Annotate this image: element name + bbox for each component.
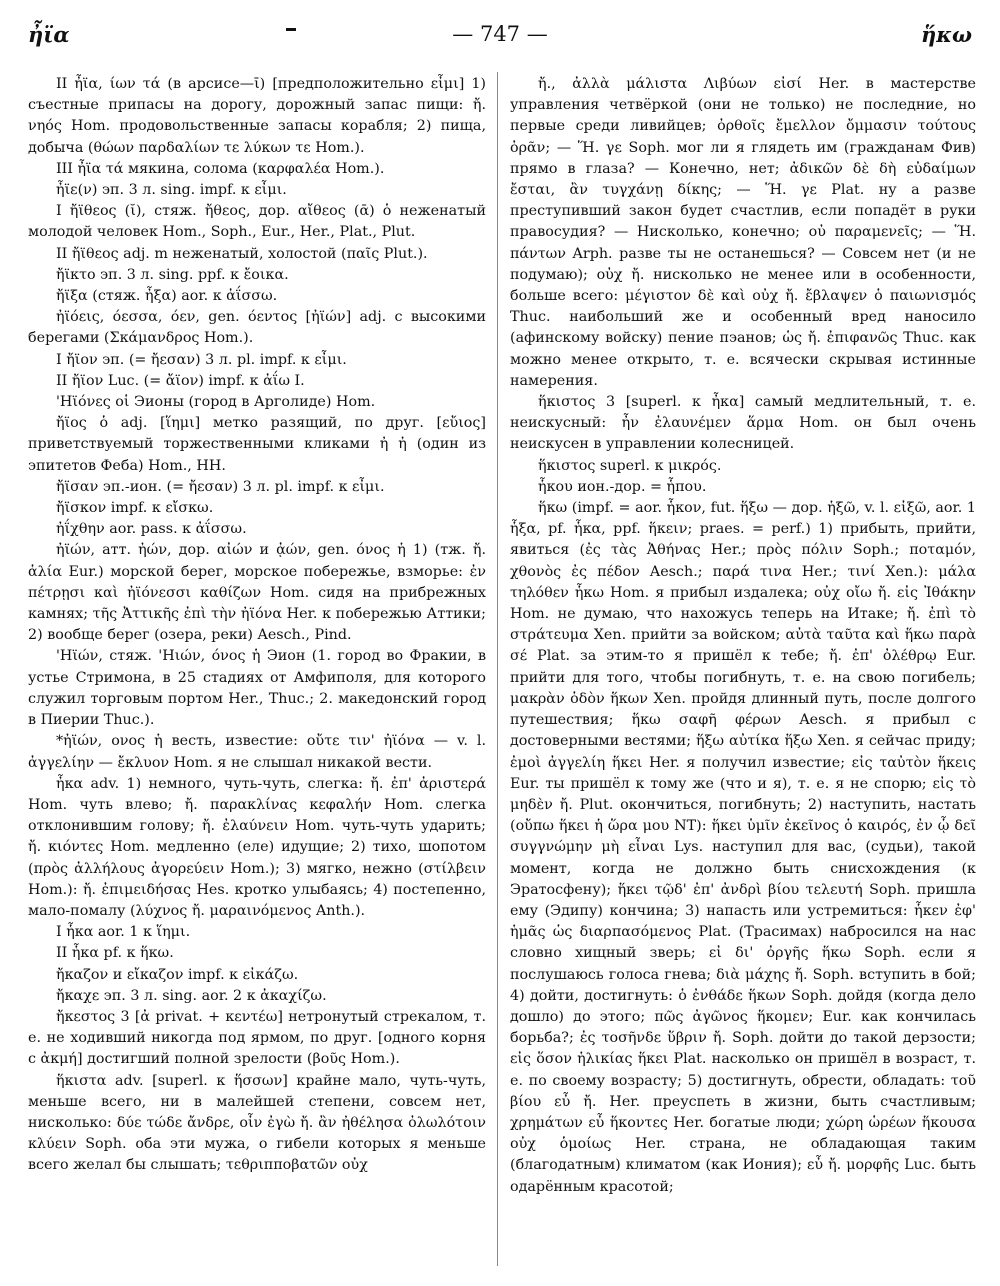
dictionary-entry: ἤϊξα (стяж. ἦξα) aor. к ἀΐσσω. xyxy=(56,288,278,305)
dictionary-entry: ἤϊος ὁ adj. [ἵημι] метко разящий, по друг. [εὔιος] приветствуемый торжественными кликами ἠ ἠ (один из эпитетов Феба) Hom., HH. xyxy=(28,415,486,474)
dictionary-entry: ἤκεστος 3 [ἀ privat. + κεντέω] нетронутый стрекалом, т. е. не ходивший никогда под ярмом, по друг. [одного корня с ἀκμή] достигший полной зрелости (βοῦς Hom.). xyxy=(28,1008,486,1068)
dictionary-entry: ἠϊόεις, όεσσα, όεν, gen. όεντος [ἠϊών] adj. с высокими берегами (Σκάμανδρος Hom.). xyxy=(28,309,486,347)
dictionary-entry: II ἤϊον Luc. (= ἄϊον) impf. к ἀΐω I. xyxy=(56,372,305,389)
dictionary-entry: ἤϊσκον impf. к εἴσκω. xyxy=(56,500,214,517)
dictionary-entry: ἤκαζον и εἴκαζον impf. к εἰκάζω. xyxy=(56,966,299,983)
dictionary-entry: I ἤϊθεος (ῐ), стяж. ἤθεος, дор. αἴθεος (ᾱ) ὁ неженатый молодой человек Hom., Soph., Eur., Her., Plat., Plut. xyxy=(28,203,486,241)
page-header xyxy=(28,22,972,52)
dictionary-entry: 'Ηϊόνες οἱ Эионы (город в Арголиде) Hom. xyxy=(56,394,376,411)
page-number: — 747 — xyxy=(452,22,548,46)
dictionary-entry: ἥκιστα adv. [superl. к ἥσσων] крайне мало, чуть-чуть, меньше всего, ни в малейшей степени, совсем нет, нисколько: δύε τώδε ἄνδρε, οἷν ἐγὼ ἤ. ἂν ἠθέλησα ὀλωλότοιν κλύειν Soph. оба эти мужа, о гибели которых я меньше всего желал бы слышать; τεθριπποβατῶν οὐχ xyxy=(28,1072,486,1174)
dictionary-entry: ἥκιστος superl. к μικρός. xyxy=(538,457,722,474)
dictionary-entry: II ἦϊα, ίων τά (в арсисе—ῑ) [предположительно εἶμι] 1) съестные припасы на дорогу, дорожный запас пищи: ἤ. νηός Hom. продовольственные запасы корабля; 2) пища, добыча (θώων παρδαλίων τε λύκων τε Hom.). xyxy=(28,76,486,156)
dictionary-entry: ἠΐχθην aor. pass. к ἀΐσσω. xyxy=(56,521,247,538)
dictionary-entry: ἦϊε(ν) эп. 3 л. sing. impf. к εἶμι. xyxy=(56,182,287,199)
dictionary-entry: III ἦϊα τά мякина, солома (καρφαλέα Hom.). xyxy=(56,160,385,177)
dictionary-entry: *ἠϊών, ονος ἡ весть, известие: οὔτε τιν' ἠϊόνα — v. l. ἀγγελίην — ἔκλυον Hom. я не слышал никакой вести. xyxy=(28,733,486,771)
dictionary-entry: I ἤϊον эп. (= ἤεσαν) 3 л. pl. impf. к εἶμι. xyxy=(56,351,347,368)
dictionary-entry: 'Ηϊών, стяж. 'Ηιών, όνος ἡ Эион (1. город во Фракии, в устье Стримона, в 25 стадиях от Амфиполя, для которого служил торговым портом Her., Thuc.; 2. македонский город в Пиерии Thuc.). xyxy=(28,648,486,729)
dictionary-entry: ἤ., ἀλλὰ μάλιστα Λιβύων εἰσί Her. в мастерстве управления четвёркой (они не только) не последние, но первые среди ливийцев; ὀρθοῖς ἔμελλον ὄμμασιν τούτους ὁρᾶν; — Ἥ. γε Soph. мог ли я глядеть им (гражданам Фив) прямо в глаза? — Конечно, нет; ἀδικῶν δὲ δὴ εὐδαίμων ἔσται, ἂν τυγχάνῃ δίκης; — Ἥ. γε Plat. ну а разве преступивший закон будет счастлив, если попадёт в руки правосудия? — Нисколько, конечно; οὐ παραμενεῖς; — Ἥ. πάντων Arph. разве ты не останешься? — Совсем нет (и не подумаю); οὐχ ἤ. нисколько не менее или в особенности, больше всего: μέγιστον δὲ καὶ οὐχ ἤ. ἔβλαψεν ὁ παιωνισμός Thuc. наибольший же и особенный вред наносило (афинскому войску) пение пэанов; ὡς ἤ. ἐπιφανῶς Thuc. как можно менее открыто, т. е. всячески скрывая истинные намерения. xyxy=(510,76,976,389)
dictionary-entry: ἧκου ион.-дор. = ἧπου. xyxy=(538,478,707,495)
header-right-word: ἥκω xyxy=(920,22,972,47)
header-left-word: ἦϊα xyxy=(28,22,70,47)
left-column xyxy=(28,74,486,1177)
dictionary-entry: I ἧκα aor. 1 к ἵημι. xyxy=(56,924,191,941)
dictionary-entry: ἥκιστος 3 [superl. к ἦκα] самый медлительный, т. е. неискусный: ἦν ἐλαυνέμεν ἅρμα Hom. он был очень неискусен в управлении колесницей. xyxy=(510,394,976,453)
column-divider xyxy=(497,72,498,1266)
dictionary-entry: ἥκω (impf. = aor. ἧκον, fut. ἥξω — дор. ἡξῶ, v. l. εἰξῶ, aor. 1 ἧξα, pf. ἧκα, ppf. ἥκειν; praes. = perf.) 1) прибыть, прийти, явиться (ἐς τὰς Ἀθήνας Her.; πρὸς πόλιν Soph.; ποταμόν, χθονὸς ἐς πέδον Aesch.; παρά τινα Her.; τινί Xen.): μάλα τηλόθεν ἧκω Hom. я прибыл издалека; οὐχ οἴω ἤ. εἰς Ἰθάκην Hom. не думаю, что нахожусь теперь на Итаке; ἤ. ἐπὶ τὸ στράτευμα Xen. прийти за войском; αὐτὰ ταῦτα καὶ ἥκω παρὰ σέ Plat. за этим-то я пришёл к тебе; ἤ. ἐπ' ὀλέθρῳ Eur. прийти для того, чтобы погибнуть, т. е. на свою погибель; μακρὰν ὁδὸν ἥκων Xen. пройдя длинный путь, после долгого путешествия; ἥκω σαφῆ φέρων Aesch. я прибыл с достоверными вестями; ἥξω αὐτίκα ἥξω Xen. я сейчас приду; ἐμοὶ ἀγγελίη ἥκει Her. я получил известие; εἰς ταὐτὸν ἥκεις Eur. ты пришёл к тому же (что и я), т. е. я не спорю; εἰς τὸ μηδὲν ἤ. Plut. окончиться, погибнуть; 2) наступить, настать (οὔπω ἥκει ἡ ὥρα μου NT): ἥκει ὑμῖν ἐκεῖνος ὁ καιρός, ἐν ᾧ δεῖ συγγνώμην μὴ εἶναι Lys. наступил для вас, (судьи), такой момент, когда не должно быть снисхождения (к Эратосфену); ἥκει τῷδ' ἐπ' ἀνδρὶ βίου τελευτή Soph. пришла ему (Эдипу) кончина; 3) напасть или устремиться: ἧκεν ἐφ' ἡμᾶς ὡς διαρπασόμενος Plat. (Трасимах) набросился на нас словно хищный зверь; εἰ δι' ὀργῆς ἥκω Soph. если я послушаюсь голоса гнева; διὰ μάχης ἤ. Soph. вступить в бой; 4) дойти, достигнуть: ὁ ἐνθάδε ἥκων Soph. дойдя (когда дело дошло) до этого; πῶς ἀγῶνος ἥκομεν; Eur. как кончилась борьба?; ἐς τοσῆνδε ὕβριν ἤ. Soph. дойти до такой дерзости; εἰς ὅσον ἡλικίας ἥκει Plat. насколько он пришёл в возраст, т. е. по своему возрасту; 5) достигнуть, обрести, обладать: τοῦ βίου εὖ ἤ. Her. преуспеть в жизни, быть счастливым; χρημάτων εὖ ἥκοντες Her. богатые люди; χώρη ὡρέων ἥκουσα οὐχ ὁμοίως Her. страна, не обладающая таким (благодатным) климатом (как Иония); εὖ ἤ. μορφῆς Luc. быть одарённым красотой; xyxy=(510,500,976,1195)
dictionary-entry: ἦκα adv. 1) немного, чуть-чуть, слегка: ἤ. ἐπ' ἀριστερά Hom. чуть влево; ἤ. παρακλίνας κεφαλήν Hom. слегка отклонившим голову; ἤ. ἐλαύνειν Hom. чуть-чуть ударить; ἤ. κιόντες Hom. медленно (еле) идущие; 2) тихо, шопотом (πρὸς ἀλλήλους ἀγορεύειν Hom.); 3) мягко, нежно (στίλβειν Hom.): ἤ. ἐπιμειδήσας Hes. кротко улыбаясь; 4) постепенно, мало-помалу (λύχνος ἤ. μαραινόμενος Anth.). xyxy=(28,775,486,919)
right-column xyxy=(510,74,976,1198)
dictionary-entry: II ἤϊθεος adj. m неженатый, холостой (παῖς Plut.). xyxy=(56,245,428,262)
dictionary-entry: ἤκαχε эп. 3 л. sing. aor. 2 к ἀκαχίζω. xyxy=(56,987,327,1004)
dictionary-entry: ἤϊκτο эп. 3 л. sing. ppf. к ἔοικα. xyxy=(56,266,289,283)
dictionary-entry: ἤϊσαν эп.-ион. (= ἤεσαν) 3 л. pl. impf. к εἶμι. xyxy=(56,478,385,495)
dictionary-entry: II ἧκα pf. к ἥκω. xyxy=(56,945,174,962)
dictionary-entry: ἠϊών, атт. ἠών, дор. αἰών и ᾀών, gen. όνος ἡ 1) (тж. ἤ. ἁλία Eur.) морской берег, морское побережье, взморье: ἐν πέτρῃσι καὶ ἠϊόνεσσι καθίζων Hom. сидя на прибрежных камнях; τῆς Ἀττικῆς ἐπὶ τὴν ἠϊόνα Her. к побережью Аттики; 2) вообще берег (озера, реки) Aesch., Pind. xyxy=(28,542,486,644)
